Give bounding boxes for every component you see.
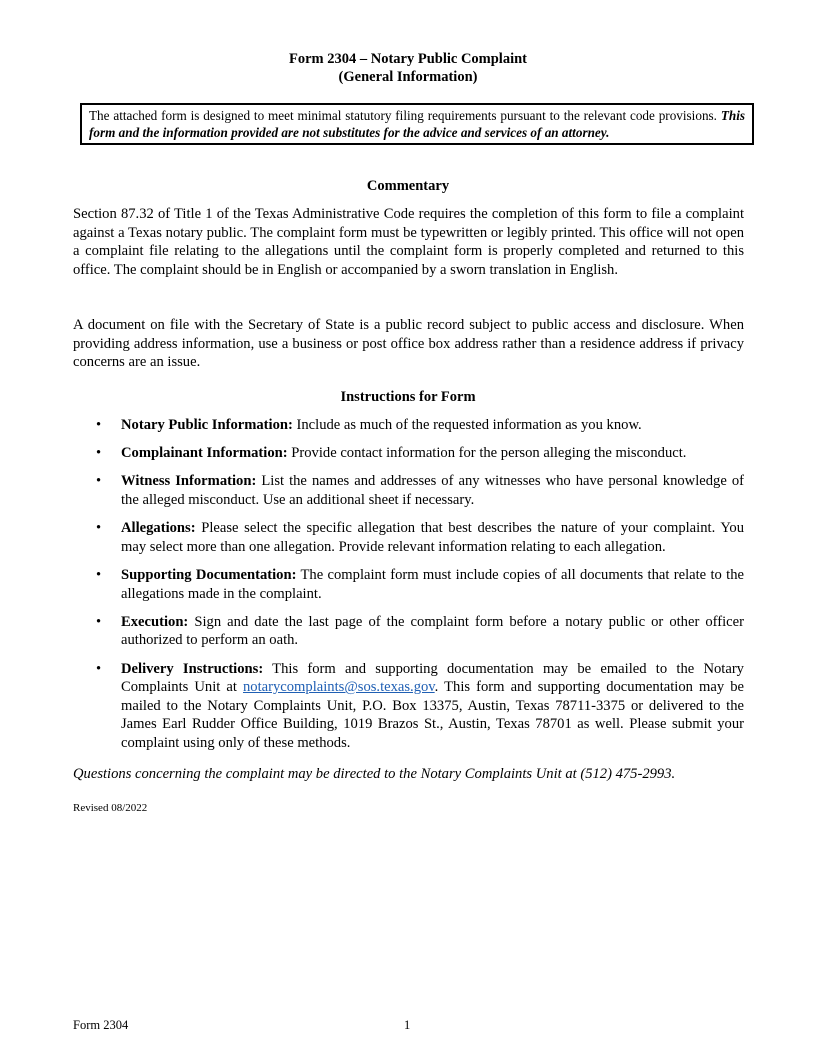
instruction-text: Please select the specific allegation that best describes the nature of your complaint. You may select more than one allegation. Provide relevant information relating to each allegation. (121, 520, 744, 555)
commentary-paragraph-1: Section 87.32 of Title 1 of the Texas Administrative Code requires the completion of this form to file a complaint against a Texas notary public. The complaint form must be typewritten or legibly printed. This office will not open a complaint file relating to the allegations until the complaint form is properly completed and returned to this office. The complaint should be in English or accompanied by a sworn translation in English. (73, 206, 744, 278)
delivery-text-before: This form and supporting documentation may be emailed to the Notary Complaints Unit at (121, 660, 744, 696)
page-title-line1: Form 2304 – Notary Public Complaint (288, 51, 528, 67)
instruction-title: Witness Information: (121, 473, 257, 490)
instruction-text: Provide contact information for the person alleging the misconduct. (287, 445, 687, 462)
bullet-icon: • (96, 660, 102, 677)
page-title (0, 50, 816, 86)
instruction-title: Allegations: (121, 520, 196, 537)
instructions-heading: Instructions for Form (340, 389, 476, 405)
instructions-list (73, 416, 744, 762)
instruction-item-execution (73, 613, 744, 650)
bullet-icon: • (96, 566, 102, 583)
instruction-item-witness (73, 472, 744, 509)
instruction-title: Supporting Documentation: (121, 566, 297, 583)
instruction-text: Include as much of the requested information as you know. (292, 417, 642, 433)
instruction-text: List the names and addresses of any witnesses who have personal knowledge of the alleged misconduct. Use an additional sheet if necessary. (121, 473, 745, 508)
bullet-icon: • (96, 520, 102, 537)
commentary-paragraph-2: A document on file with the Secretary of State is a public record subject to public access and disclosure. When providing address information, use a business or post office box address rather than a residence address if privacy concerns are an issue. (73, 317, 744, 371)
instruction-title: Complainant Information: (121, 445, 288, 462)
instruction-title: Execution: (121, 613, 189, 630)
notice-text: The attached form is designed to meet minimal statutory filing requirements pursuant to the relevant code provisions. (89, 108, 721, 123)
bullet-icon: • (96, 473, 102, 490)
notice-emphasis: This form and the information provided are not substitutes for the advice and services of an attorney. (89, 108, 745, 140)
commentary-heading: Commentary (366, 178, 450, 194)
page-title-line2: (General Information) (338, 69, 478, 85)
notice-box (80, 103, 754, 145)
instruction-item-allegations (73, 519, 744, 556)
instruction-item-delivery (73, 660, 744, 753)
instruction-item-complainant (73, 444, 744, 463)
delivery-text-after: . This form and supporting documentation may be mailed to the Notary Complaints Unit, P.O. Box 13375, Austin, Texas 78711-3375 or delivered to the James Earl Rudder Office Building, 1019 Brazos St., Austin, Texas 78701 as well. Please submit your complaint using only of these methods. (121, 679, 744, 751)
instruction-text: The complaint form must include copies of all documents that relate to the allegations made in the complaint. (121, 566, 744, 602)
instruction-title: Delivery Instructions: (121, 660, 264, 677)
closing-note: Questions concerning the complaint may be directed to the Notary Complaints Unit at (512) 475-2993. (73, 766, 676, 782)
footer-page-number: 1 (404, 1018, 411, 1032)
bullet-icon: • (96, 445, 102, 462)
instruction-item-notary (73, 416, 744, 435)
footer-form-label: Form 2304 (73, 1018, 129, 1032)
revised-date: Revised 08/2022 (73, 802, 148, 814)
instruction-item-supporting-documentation (73, 566, 744, 603)
instruction-title: Notary Public Information: (121, 417, 293, 433)
bullet-icon: • (96, 613, 102, 630)
email-link[interactable]: notarycomplaints@sos.texas.gov (243, 679, 435, 696)
instruction-text: Sign and date the last page of the complaint form before a notary public or other officer authorized to perform an oath. (121, 613, 744, 649)
bullet-icon: • (96, 417, 102, 433)
